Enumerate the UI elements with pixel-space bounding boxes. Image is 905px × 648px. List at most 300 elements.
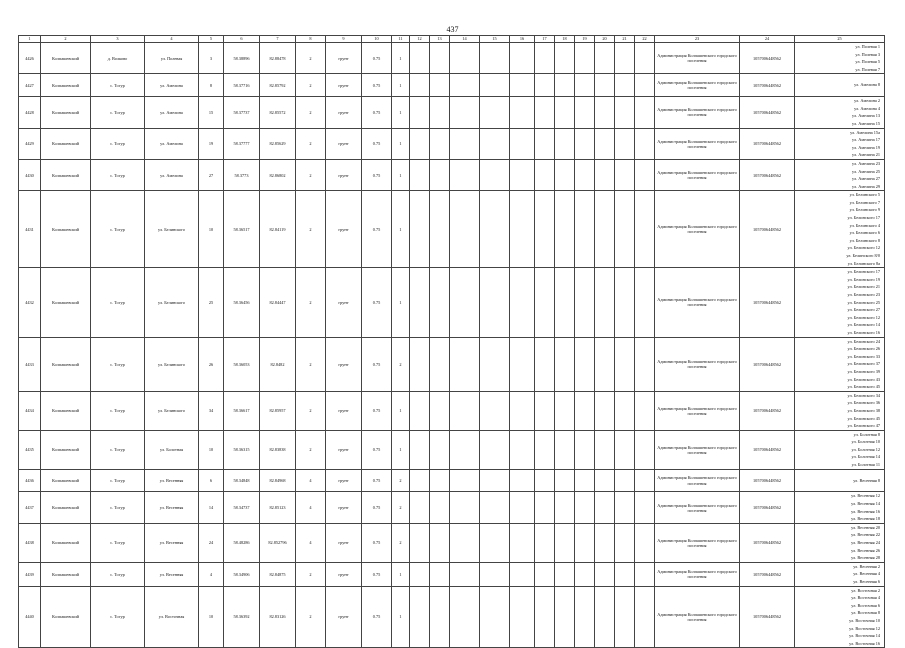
cell-empty (480, 492, 510, 523)
cell-empty (635, 128, 655, 159)
address-line: ул. Амелина 19 (851, 144, 880, 150)
cell-empty (450, 268, 480, 337)
cell-empty (615, 469, 635, 492)
address-line: ул. Белинского 34 (847, 392, 880, 398)
cell-lat: 58.36456 (224, 268, 260, 337)
cell-locality: с. Тогур (91, 523, 145, 562)
cell-empty (410, 337, 430, 391)
cell-owner: Администрация Колпашевского городского поселения (655, 562, 740, 586)
cell-num: 24 (199, 523, 224, 562)
cell-empty (595, 97, 615, 128)
cell-empty (575, 191, 595, 268)
address-line: ул. Весенняя 2 (853, 563, 880, 569)
column-header: 7 (260, 36, 296, 43)
cell-street: ул. Болотная (145, 430, 199, 469)
column-header: 6 (224, 36, 260, 43)
cell-ogrn: 1057006448562 (740, 43, 795, 74)
column-header: 16 (510, 36, 535, 43)
cell-lon: 82.88478 (260, 43, 296, 74)
cell-count: 1 (392, 43, 410, 74)
address-line: ул. Белинского 8/0 (846, 253, 880, 259)
cell-empty (480, 74, 510, 97)
cell-count: 1 (392, 191, 410, 268)
column-header: 18 (555, 36, 575, 43)
cell-lat: 58.36053 (224, 337, 260, 391)
cell-empty (430, 97, 450, 128)
cell-empty (450, 74, 480, 97)
cell-c8: 2 (296, 430, 326, 469)
cell-street: ул. Весенняя (145, 523, 199, 562)
cell-c8: 2 (296, 586, 326, 648)
cell-empty (615, 128, 635, 159)
cell-empty (510, 43, 535, 74)
address-line: ул. Белинского 7 (849, 199, 880, 205)
address-line: ул. Белинского 4 (849, 222, 880, 228)
cell-empty (535, 191, 555, 268)
cell-empty (410, 562, 430, 586)
cell-lat: 58.34848 (224, 469, 260, 492)
table-row (19, 43, 885, 74)
address-line: ул. Белинского 5 (849, 192, 880, 198)
address-line: ул. Белинского 24 (847, 338, 880, 344)
cell-area: 0.75 (362, 391, 392, 430)
address-line: ул. Белинского 9 (849, 207, 880, 213)
cell-owner: Администрация Колпашевского городского поселения (655, 97, 740, 128)
cell-empty (430, 43, 450, 74)
cell-street: ул. Белинского (145, 391, 199, 430)
address-line: ул. Белинского 8 (849, 237, 880, 243)
cell-count: 2 (392, 492, 410, 523)
address-line: ул. Амелина 27 (851, 176, 880, 182)
cell-street: ул. Белинского (145, 268, 199, 337)
cell-empty (615, 268, 635, 337)
cell-empty (410, 97, 430, 128)
cell-district: Колпашевский (41, 97, 91, 128)
column-header: 23 (655, 36, 740, 43)
cell-surface: грунт (326, 391, 362, 430)
cell-addresses (795, 74, 885, 97)
cell-id: 4427 (19, 74, 41, 97)
cell-ogrn: 1057006448562 (740, 191, 795, 268)
cell-area: 0.75 (362, 191, 392, 268)
cell-surface: грунт (326, 337, 362, 391)
cell-lat: 58.36517 (224, 191, 260, 268)
cell-empty (535, 586, 555, 648)
cell-empty (480, 191, 510, 268)
cell-empty (430, 523, 450, 562)
cell-locality: с. Тогур (91, 430, 145, 469)
address-line: ул. Болотная 11 (851, 462, 880, 468)
cell-c8: 2 (296, 43, 326, 74)
cell-locality: с. Тогур (91, 586, 145, 648)
cell-empty (480, 128, 510, 159)
cell-empty (535, 268, 555, 337)
cell-count: 2 (392, 469, 410, 492)
cell-empty (480, 391, 510, 430)
table-row (19, 469, 885, 492)
cell-empty (615, 337, 635, 391)
cell-empty (575, 159, 595, 190)
address-line: ул. Белинского 6 (849, 230, 880, 236)
cell-id: 4430 (19, 159, 41, 190)
column-header: 9 (326, 36, 362, 43)
cell-num: 15 (199, 97, 224, 128)
address-line: ул. Весенняя 14 (851, 501, 880, 507)
cell-count: 1 (392, 97, 410, 128)
cell-surface: грунт (326, 159, 362, 190)
cell-empty (595, 391, 615, 430)
cell-ogrn: 1057006448562 (740, 97, 795, 128)
cell-surface: грунт (326, 492, 362, 523)
cell-empty (595, 469, 615, 492)
cell-empty (450, 586, 480, 648)
address-line: ул. Амелина 21 (851, 152, 880, 158)
column-header: 15 (480, 36, 510, 43)
cell-locality: с. Тогур (91, 268, 145, 337)
address-line: ул. Амелина 23 (851, 160, 880, 166)
cell-empty (510, 469, 535, 492)
cell-addresses (795, 159, 885, 190)
cell-empty (410, 191, 430, 268)
cell-empty (595, 43, 615, 74)
address-line: ул. Белинского 26 (847, 346, 880, 352)
cell-empty (535, 523, 555, 562)
address-line: ул. Белинского 12 (847, 314, 880, 320)
cell-surface: грунт (326, 191, 362, 268)
cell-empty (510, 586, 535, 648)
cell-empty (635, 523, 655, 562)
cell-empty (615, 586, 635, 648)
cell-empty (615, 159, 635, 190)
address-line: ул. Белинского 14 (847, 322, 880, 328)
cell-empty (430, 128, 450, 159)
address-line: ул. Восточная 2 (851, 587, 880, 593)
cell-area: 0.75 (362, 97, 392, 128)
cell-empty (635, 159, 655, 190)
address-line: ул. Амелина 29 (851, 183, 880, 189)
cell-empty (410, 159, 430, 190)
cell-lat: 58.37716 (224, 74, 260, 97)
cell-street: ул. Полевая (145, 43, 199, 74)
address-line: ул. Амелина 17 (851, 137, 880, 143)
cell-area: 0.75 (362, 523, 392, 562)
cell-empty (595, 337, 615, 391)
cell-lat: 58.36392 (224, 586, 260, 648)
cell-empty (555, 562, 575, 586)
cell-empty (635, 469, 655, 492)
cell-num: 8 (199, 74, 224, 97)
cell-empty (430, 586, 450, 648)
cell-empty (535, 562, 555, 586)
address-line: ул. Белинского 36 (847, 400, 880, 406)
cell-id: 4439 (19, 562, 41, 586)
address-line: ул. Весенняя 8 (853, 477, 880, 483)
cell-empty (450, 43, 480, 74)
cell-lon: 82.84968 (260, 469, 296, 492)
cell-owner: Администрация Колпашевского городского поселения (655, 469, 740, 492)
cell-addresses (795, 391, 885, 430)
column-header: 25 (795, 36, 885, 43)
cell-ogrn: 1057006448562 (740, 586, 795, 648)
cell-addresses (795, 337, 885, 391)
cell-street: ул. Амелина (145, 74, 199, 97)
cell-empty (575, 492, 595, 523)
cell-num: 27 (199, 159, 224, 190)
column-header: 5 (199, 36, 224, 43)
cell-district: Колпашевский (41, 128, 91, 159)
column-header: 4 (145, 36, 199, 43)
cell-locality: с. Тогур (91, 128, 145, 159)
address-line: ул. Амелина 15а (850, 129, 880, 135)
cell-owner: Администрация Колпашевского городского поселения (655, 159, 740, 190)
address-line: ул. Белинского 19 (847, 276, 880, 282)
address-line: ул. Весенняя 18 (851, 516, 880, 522)
address-line: ул. Белинского 23 (847, 292, 880, 298)
cell-empty (615, 191, 635, 268)
cell-empty (430, 492, 450, 523)
table-row (19, 586, 885, 648)
address-line: ул. Белинского 45 (847, 415, 880, 421)
table-row (19, 523, 885, 562)
cell-lon: 82.83126 (260, 586, 296, 648)
cell-empty (595, 492, 615, 523)
address-line: ул. Белинского 8а (847, 260, 880, 266)
address-line: ул. Белинского 17 (847, 269, 880, 275)
cell-c8: 2 (296, 268, 326, 337)
cell-empty (595, 159, 615, 190)
address-line: ул. Белинского 43 (847, 376, 880, 382)
cell-area: 0.75 (362, 492, 392, 523)
cell-surface: грунт (326, 74, 362, 97)
cell-count: 1 (392, 268, 410, 337)
cell-empty (510, 159, 535, 190)
cell-c8: 2 (296, 97, 326, 128)
cell-empty (430, 337, 450, 391)
address-line: ул. Восточная 6 (851, 602, 880, 608)
cell-empty (450, 492, 480, 523)
cell-surface: грунт (326, 523, 362, 562)
address-line: ул. Восточная 8 (851, 610, 880, 616)
cell-district: Колпашевский (41, 337, 91, 391)
cell-count: 1 (392, 128, 410, 159)
cell-lon: 82.85123 (260, 492, 296, 523)
cell-ogrn: 1057006448562 (740, 492, 795, 523)
cell-empty (535, 492, 555, 523)
cell-ogrn: 1057006448562 (740, 268, 795, 337)
cell-lon: 82.852796 (260, 523, 296, 562)
cell-ogrn: 1057006448562 (740, 159, 795, 190)
cell-c8: 4 (296, 469, 326, 492)
cell-empty (555, 159, 575, 190)
cell-id: 4440 (19, 586, 41, 648)
cell-lon: 82.84875 (260, 562, 296, 586)
cell-empty (510, 430, 535, 469)
cell-district: Колпашевский (41, 159, 91, 190)
cell-addresses (795, 268, 885, 337)
address-line: ул. Полевая 5 (855, 59, 880, 65)
cell-area: 0.75 (362, 430, 392, 469)
cell-id: 4436 (19, 469, 41, 492)
cell-addresses (795, 128, 885, 159)
column-header: 24 (740, 36, 795, 43)
cell-locality: с. Тогур (91, 97, 145, 128)
cell-addresses (795, 492, 885, 523)
cell-id: 4437 (19, 492, 41, 523)
cell-num: 19 (199, 128, 224, 159)
cell-empty (480, 43, 510, 74)
cell-street: ул. Весенняя (145, 562, 199, 586)
cell-empty (575, 128, 595, 159)
table-row (19, 97, 885, 128)
cell-empty (510, 523, 535, 562)
cell-empty (430, 430, 450, 469)
cell-empty (535, 469, 555, 492)
address-line: ул. Болотная 8 (853, 431, 880, 437)
column-header: 21 (615, 36, 635, 43)
table-row (19, 74, 885, 97)
cell-empty (575, 43, 595, 74)
cell-empty (595, 128, 615, 159)
cell-num: 4 (199, 562, 224, 586)
cell-area: 0.75 (362, 43, 392, 74)
cell-empty (450, 97, 480, 128)
address-line: ул. Амелина 4 (854, 105, 880, 111)
cell-count: 1 (392, 391, 410, 430)
cell-empty (555, 128, 575, 159)
table-row (19, 562, 885, 586)
cell-empty (555, 586, 575, 648)
cell-empty (450, 391, 480, 430)
cell-locality: д. Волково (91, 43, 145, 74)
cell-owner: Администрация Колпашевского городского поселения (655, 128, 740, 159)
cell-addresses (795, 523, 885, 562)
cell-empty (555, 523, 575, 562)
cell-district: Колпашевский (41, 469, 91, 492)
address-line: ул. Амелина 25 (851, 168, 880, 174)
cell-area: 0.75 (362, 586, 392, 648)
cell-c8: 2 (296, 337, 326, 391)
cell-lat: 58.37777 (224, 128, 260, 159)
address-line: ул. Амелина 13 (851, 113, 880, 119)
address-line: ул. Белинского 45 (847, 384, 880, 390)
cell-empty (535, 337, 555, 391)
address-line: ул. Весенняя 26 (851, 547, 880, 553)
cell-id: 4434 (19, 391, 41, 430)
cell-ogrn: 1057006448562 (740, 391, 795, 430)
cell-empty (635, 43, 655, 74)
cell-num: 25 (199, 268, 224, 337)
cell-district: Колпашевский (41, 268, 91, 337)
cell-count: 1 (392, 159, 410, 190)
cell-street: ул. Амелина (145, 97, 199, 128)
cell-empty (430, 268, 450, 337)
address-line: ул. Амелина 15 (851, 120, 880, 126)
cell-empty (575, 586, 595, 648)
column-header: 1 (19, 36, 41, 43)
cell-empty (635, 391, 655, 430)
cell-lon: 82.85629 (260, 128, 296, 159)
cell-empty (555, 74, 575, 97)
cell-ogrn: 1057006448562 (740, 562, 795, 586)
cell-empty (450, 562, 480, 586)
cell-empty (635, 191, 655, 268)
cell-owner: Администрация Колпашевского городского поселения (655, 74, 740, 97)
cell-area: 0.75 (362, 469, 392, 492)
address-line: ул. Белинского 17 (847, 215, 880, 221)
cell-empty (480, 268, 510, 337)
cell-surface: грунт (326, 97, 362, 128)
cell-owner: Администрация Колпашевского городского поселения (655, 430, 740, 469)
cell-district: Колпашевский (41, 523, 91, 562)
address-line: ул. Весенняя 16 (851, 508, 880, 514)
cell-empty (510, 337, 535, 391)
cell-empty (480, 97, 510, 128)
cell-empty (535, 43, 555, 74)
cell-empty (595, 74, 615, 97)
cell-empty (635, 97, 655, 128)
address-line: ул. Восточная 10 (849, 617, 880, 623)
table-row (19, 159, 885, 190)
cell-surface: грунт (326, 586, 362, 648)
cell-empty (575, 268, 595, 337)
address-line: ул. Белинского 47 (847, 423, 880, 429)
cell-area: 0.75 (362, 337, 392, 391)
cell-empty (480, 469, 510, 492)
cell-empty (535, 391, 555, 430)
address-line: ул. Восточная 14 (849, 633, 880, 639)
cell-ogrn: 1057006448562 (740, 523, 795, 562)
cell-empty (480, 523, 510, 562)
cell-c8: 2 (296, 391, 326, 430)
cell-area: 0.75 (362, 159, 392, 190)
cell-empty (615, 97, 635, 128)
address-line: ул. Белинского 21 (847, 284, 880, 290)
cell-surface: грунт (326, 430, 362, 469)
cell-empty (635, 586, 655, 648)
cell-empty (535, 159, 555, 190)
cell-locality: с. Тогур (91, 159, 145, 190)
address-line: ул. Полевая 1 (855, 44, 880, 49)
cell-count: 1 (392, 562, 410, 586)
cell-id: 4431 (19, 191, 41, 268)
cell-empty (555, 191, 575, 268)
cell-empty (450, 469, 480, 492)
cell-empty (535, 74, 555, 97)
cell-empty (615, 43, 635, 74)
cell-empty (430, 191, 450, 268)
cell-lat: 58.36617 (224, 391, 260, 430)
cell-district: Колпашевский (41, 562, 91, 586)
cell-empty (595, 586, 615, 648)
cell-district: Колпашевский (41, 492, 91, 523)
address-line: ул. Весенняя 22 (851, 532, 880, 538)
address-line: ул. Весенняя 12 (851, 493, 880, 499)
cell-lon: 82.85572 (260, 97, 296, 128)
cell-addresses (795, 586, 885, 648)
cell-empty (450, 191, 480, 268)
cell-street: ул. Амелина (145, 128, 199, 159)
cell-empty (450, 159, 480, 190)
cell-empty (430, 469, 450, 492)
cell-addresses (795, 43, 885, 74)
cell-id: 4432 (19, 268, 41, 337)
address-line: ул. Полевая 3 (855, 51, 880, 57)
cell-empty (480, 159, 510, 190)
cell-c8: 4 (296, 492, 326, 523)
column-number-header (19, 36, 885, 43)
column-header: 22 (635, 36, 655, 43)
table-body (19, 36, 885, 648)
